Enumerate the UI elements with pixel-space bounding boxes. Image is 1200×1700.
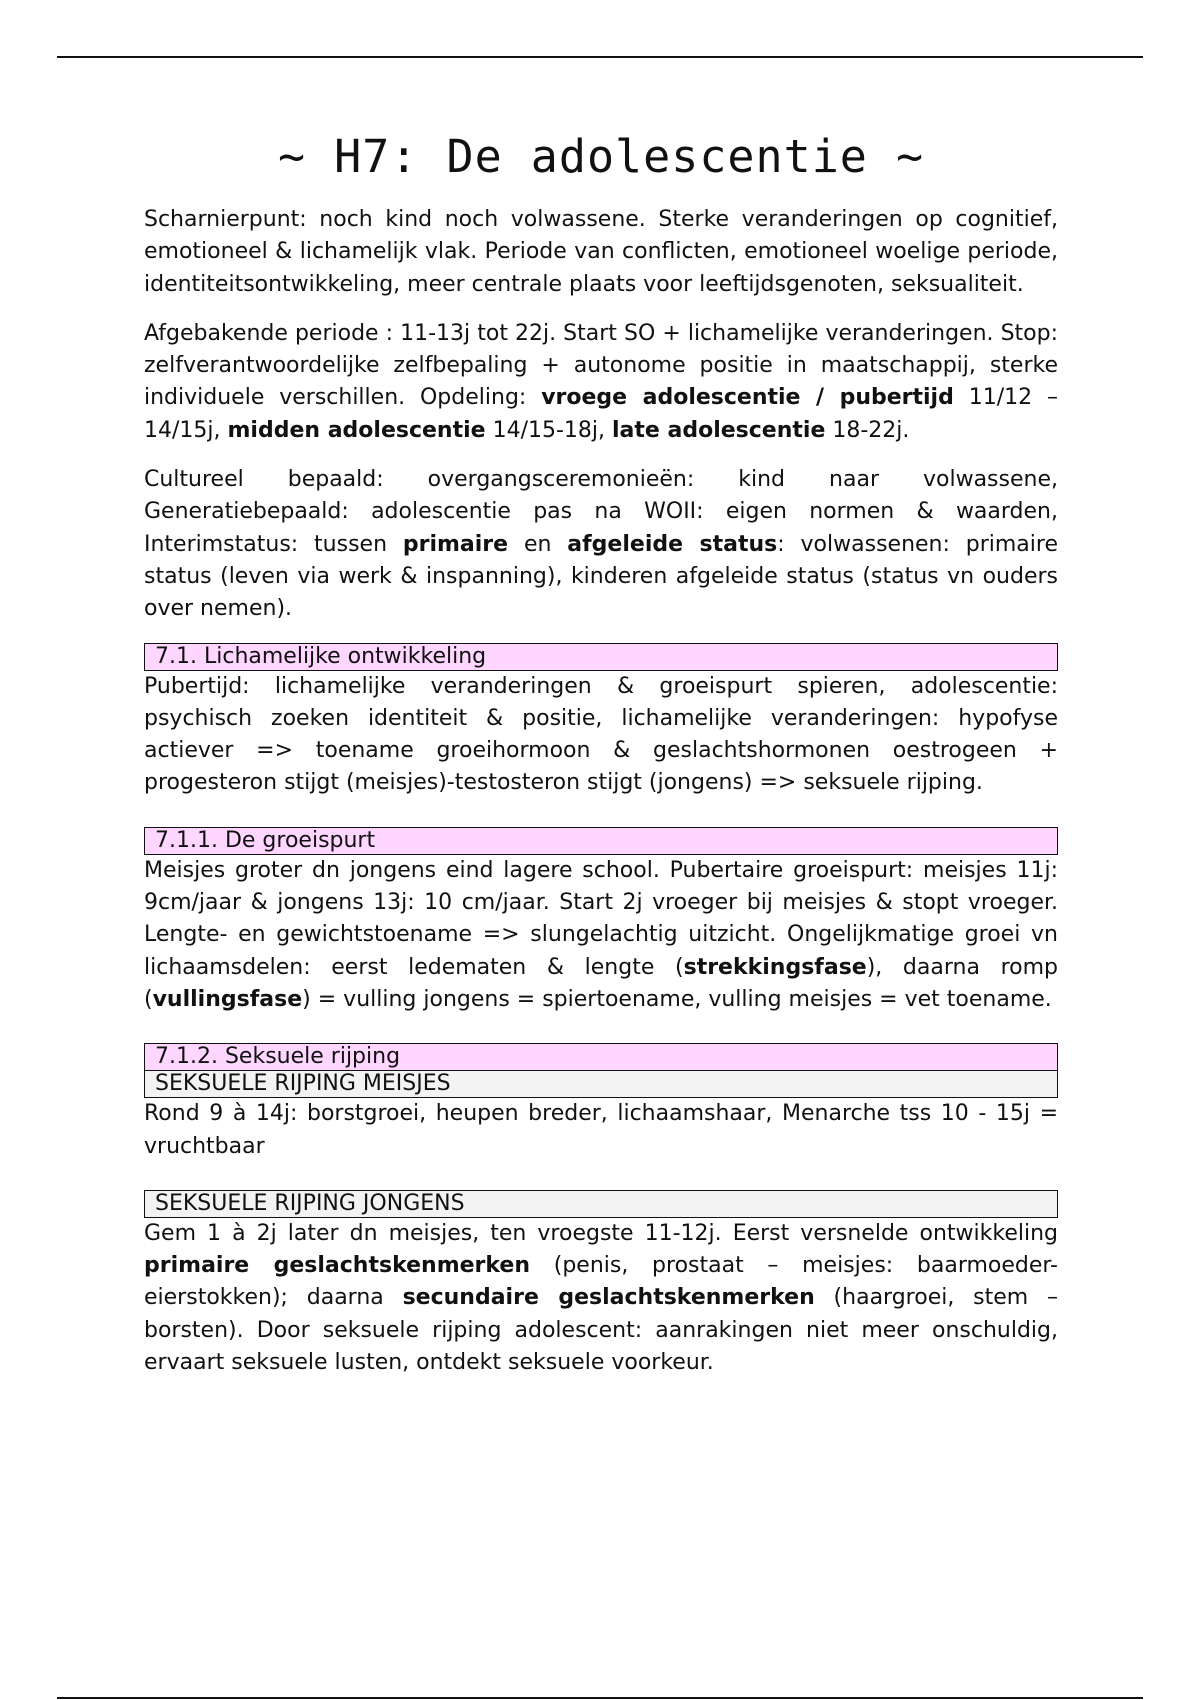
- text-run: ), daarna romp (: [144, 954, 1058, 1012]
- intro-paragraph: [144, 204, 1058, 301]
- text-run: Cultureel bepaald: overgangsceremonieën: kind naar volwassene, Generatiebepaald: adolescentie pas na WOII: eigen normen & waarden, Interimstatus: tussen: [144, 467, 1058, 557]
- bottom-rule: [57, 1697, 1143, 1699]
- text-run: 11/12 – 14/15j,: [144, 385, 1058, 443]
- text-run: ) = vulling jongens = spiertoename, vulling meisjes = vet toename.: [302, 986, 1052, 1012]
- text-run: 14/15-18j,: [485, 417, 613, 443]
- text-run: (haargroei, stem – borsten). Door seksuele rijping adolescent: aanrakingen niet meer onschuldig, ervaart seksuele lusten, ontdekt seksuele voorkeur.: [144, 1285, 1058, 1376]
- section-7-1-text: Pubertijd: lichamelijke veranderingen & groeispurt spieren, adolescentie: psychisch zoeken identiteit & positie, lichamelijke veranderingen: hypofyse actiever => toename groeihormoon & geslachtshormonen oestrogeen + progesteron stijgt (meisjes)-testosteron stijgt (jongens) => seksuele rijping.: [144, 673, 1058, 796]
- subheading-girls: SEKSUELE RIJPING MEISJES: [144, 1071, 1058, 1098]
- section-7-1-1-text: [144, 855, 1058, 1016]
- bold-term: vroege adolescentie / pubertijd: [541, 385, 954, 411]
- text-run: 18-22j.: [825, 417, 910, 443]
- text-run: Scharnierpunt: noch kind noch volwassene. Sterke veranderingen op cognitief, emotioneel & lichamelijk vlak. Periode van conflicten, emotioneel woelige periode, identiteitsontwikkeling, meer centrale plaats voor leeftijdsgenoten, seksualiteit.: [144, 207, 1058, 297]
- text-run: Meisjes groter dn jongens eind lagere school. Pubertaire groeispurt: meisjes 11j: 9cm/jaar & jongens 13j: 10 cm/jaar. Start 2j vroeger bij meisjes & stopt vroeger. Lengte- en gewichtstoename => slungelachtig uitzicht. Ongelijkmatige groei vn lichaamsdelen: eerst ledematen & lengte (: [144, 857, 1058, 980]
- bold-term: midden adolescentie: [227, 417, 486, 443]
- bold-term: strekkingsfase: [683, 954, 867, 980]
- section-heading-7-1: 7.1. Lichamelijke ontwikkeling: [144, 643, 1058, 671]
- section-heading-7-1-2: 7.1.2. Seksuele rijping: [144, 1043, 1058, 1071]
- top-rule: [57, 56, 1143, 58]
- document-body: [144, 130, 1058, 1396]
- bold-term: secundaire geslachtskenmerken: [402, 1285, 815, 1311]
- text-run: Gem 1 à 2j later dn meisjes, ten vroegste 11-12j. Eerst versnelde ontwikkeling: [144, 1220, 1058, 1246]
- text-run: en: [508, 531, 568, 557]
- girls-text: Rond 9 à 14j: borstgroei, heupen breder, lichaamshaar, Menarche tss 10 - 15j = vruchtbaar: [144, 1101, 1058, 1159]
- bold-term: primaire: [402, 531, 509, 557]
- text-run: : volwassenen: primaire status (leven via werk & inspanning), kinderen afgeleide status (status vn ouders over nemen).: [144, 531, 1058, 622]
- section-heading-7-1-1: 7.1.1. De groeispurt: [144, 827, 1058, 855]
- bold-term: primaire geslachtskenmerken: [144, 1253, 531, 1279]
- page-title: ~ H7: De adolescentie ~: [277, 130, 925, 183]
- intro-paragraph: [144, 318, 1058, 447]
- text-run: Afgebakende periode : 11-13j tot 22j. Start SO + lichamelijke veranderingen. Stop: zelfverantwoordelijke zelfbepaling + autonome positie in maatschappij, sterke individuele verschillen. Opdeling:: [144, 320, 1058, 411]
- subheading-boys: SEKSUELE RIJPING JONGENS: [144, 1190, 1058, 1218]
- bold-term: vullingsfase: [152, 986, 303, 1012]
- intro-paragraph: [144, 464, 1058, 625]
- bold-term: late adolescentie: [612, 417, 826, 443]
- text-run: (penis, prostaat – meisjes: baarmoeder-eierstokken); daarna: [144, 1253, 1058, 1311]
- boys-text: [144, 1218, 1058, 1379]
- bold-term: afgeleide status: [567, 531, 778, 557]
